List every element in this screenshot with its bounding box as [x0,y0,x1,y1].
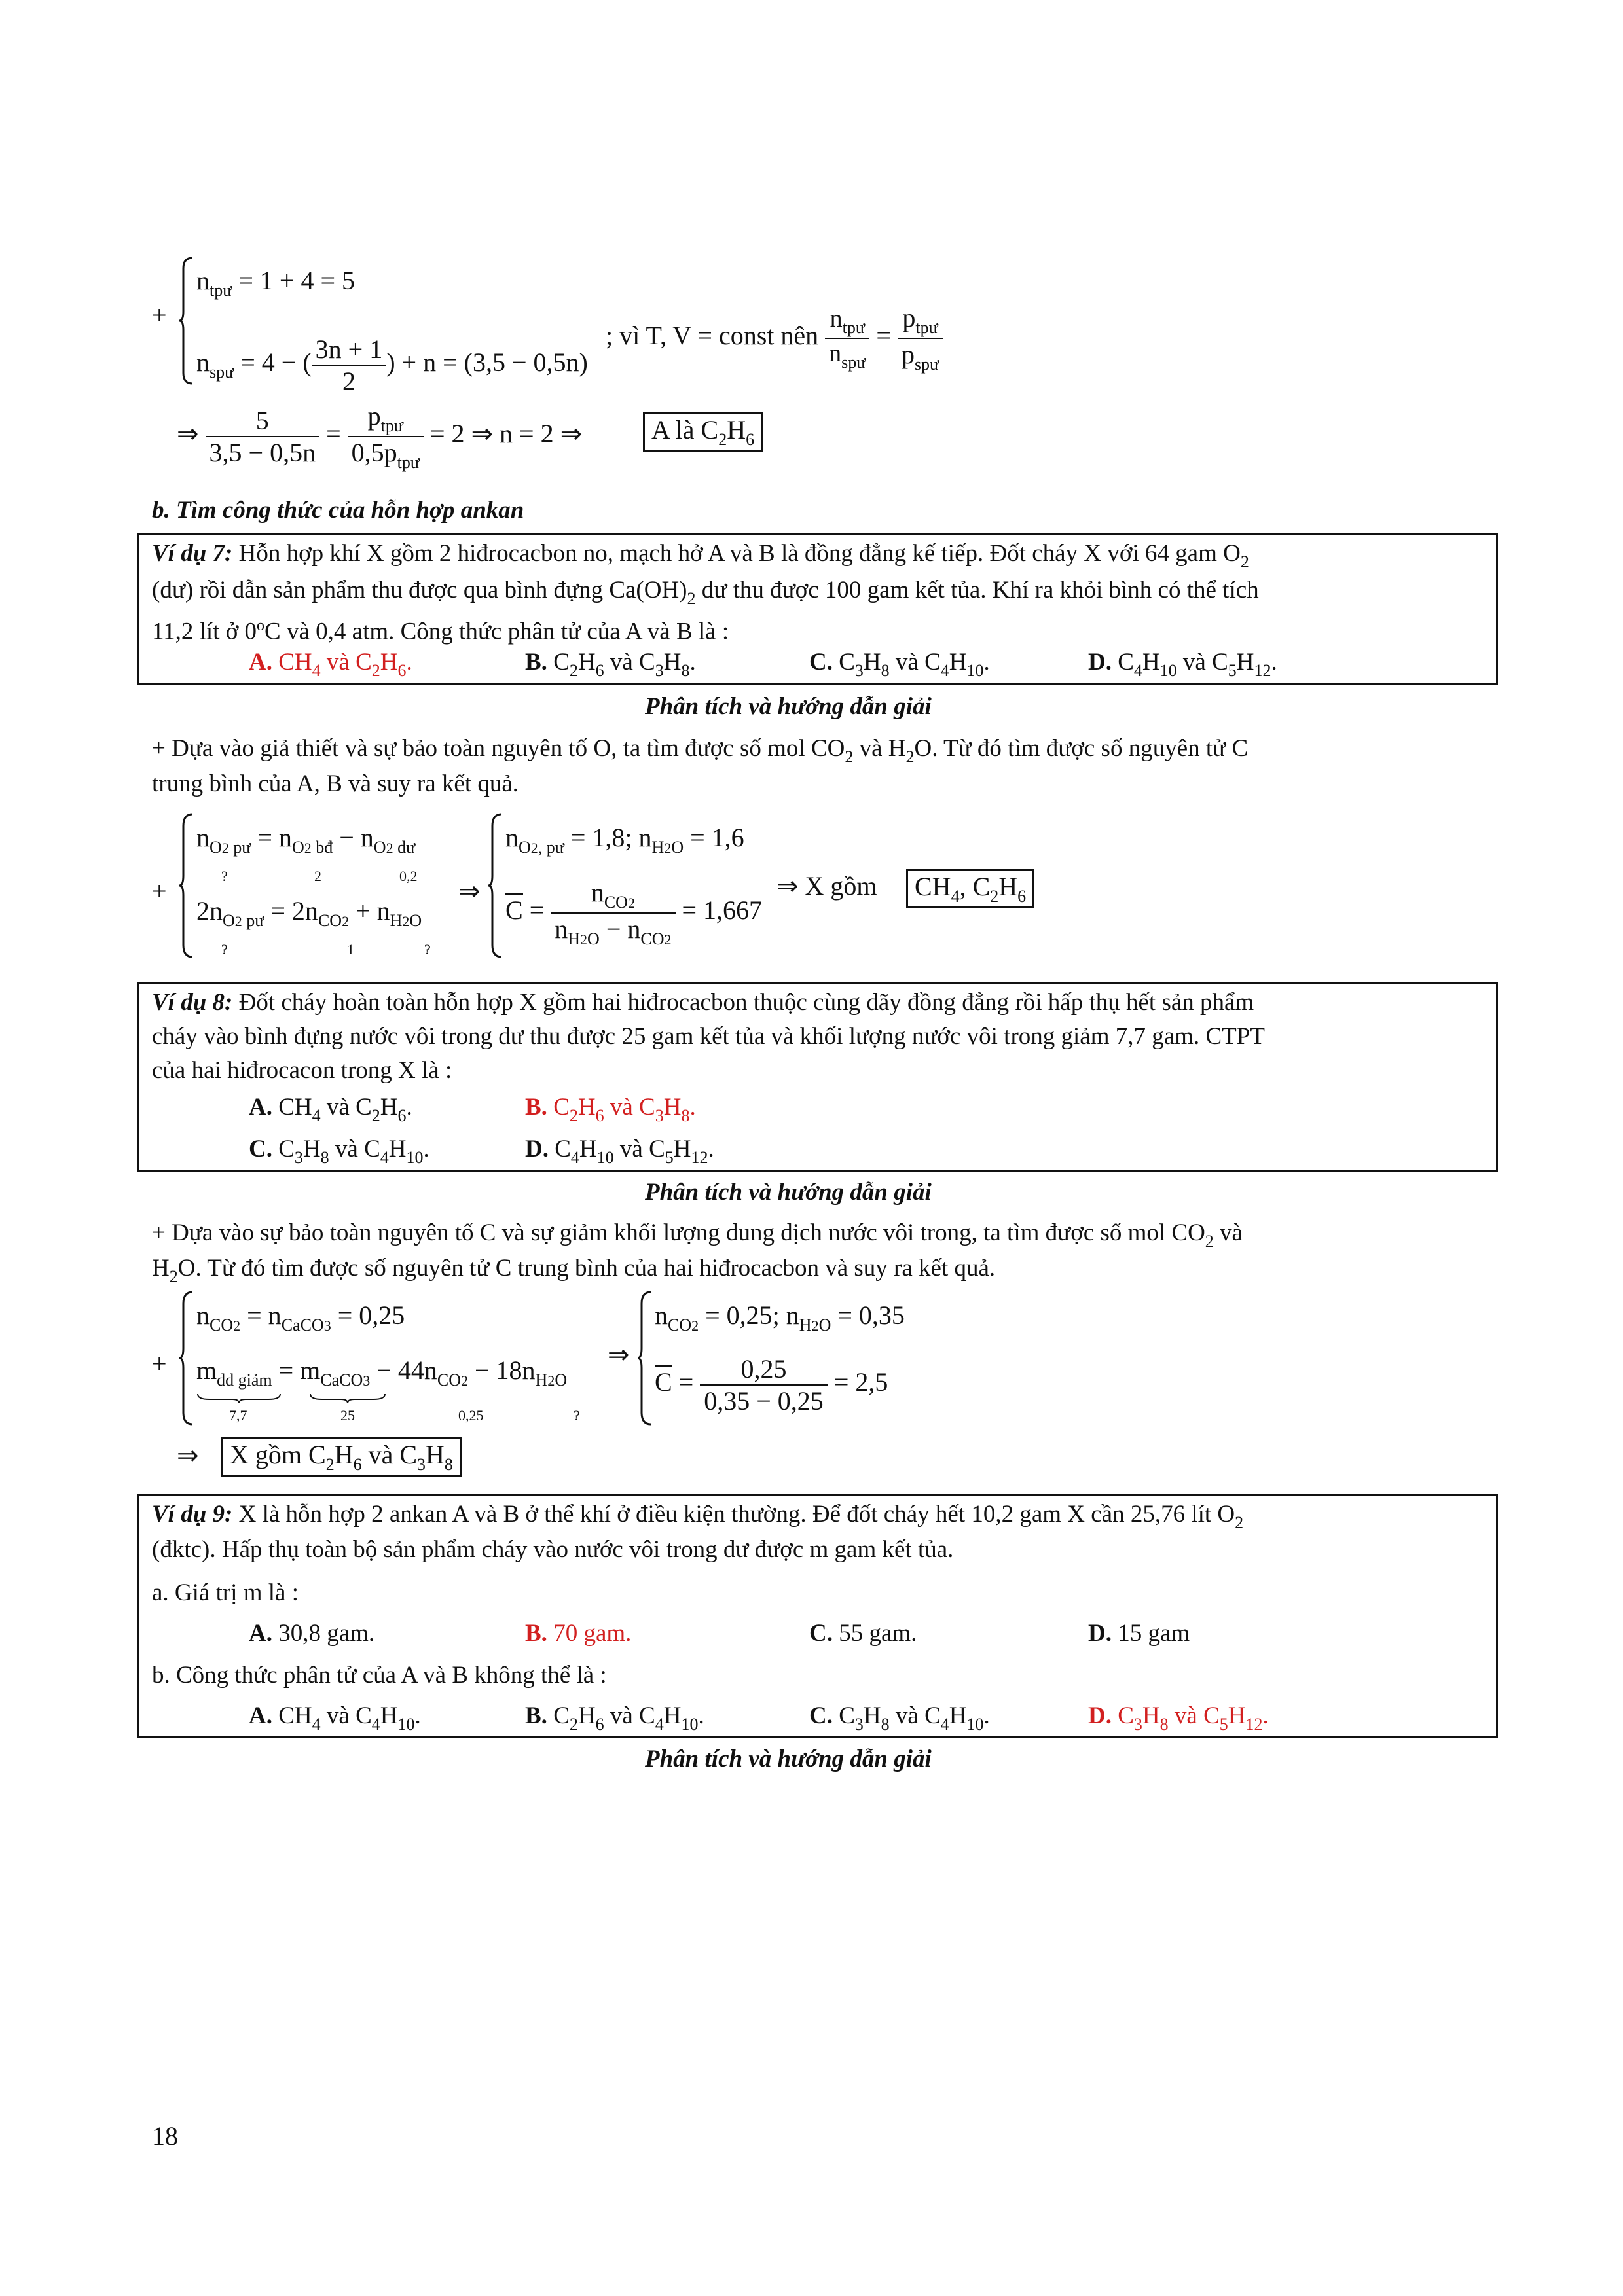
example-8-option-b: B. $C_2H_6$ và $C_3H_8$. [525,1094,696,1125]
page-number: 18 [152,2121,178,2151]
under-value: 25 [340,1407,355,1424]
solution-8-line-2: $H_2O$. Từ đó tìm được số nguyên tử C trung bình của hai hiđrocacbon và suy ra kết quả. [152,1255,996,1286]
eq-n-spu: $n_{spư} = 4$ − ( $\frac{3n + 1}{2}$ ) + n = (3,5 − 0,5n) [196,334,588,396]
under-value: 0,2 [399,868,418,884]
example-7-line-1: Ví dụ 7: Hỗn hợp khí X gồm 2 hiđrocacbon no, mạch hở A và B là đồng đẳng kế tiếp. Đốt cháy X với 64 gam $O_2$ [152,540,1249,571]
answer-box-top: A là $C_2H_6$ [643,412,763,452]
example-9-line-1: Ví dụ 9: X là hỗn hợp 2 ankan A và B ở thể khí ở điều kiện thường. Để đốt cháy hết 10,2 gam X cần 25,76 lít $O_2$ [152,1501,1244,1532]
example-9a-option-c: C. 55 gam. [809,1620,917,1647]
example-9a-option-d: D. 15 gam [1088,1620,1190,1647]
under-value: 7,7 [229,1407,247,1424]
left-brace-icon [487,812,504,960]
example-9-line-2: (đktc). Hấp thụ toàn bộ sản phẩm cháy vào nước vôi trong dư được m gam kết tủa. [152,1536,954,1563]
answer-box-8: X gồm $C_2H_6$ và $C_3H_8$ [221,1437,462,1477]
analysis-heading-9: Phân tích và hướng dẫn giải [645,1746,932,1772]
example-8-option-c: C. $C_3H_8$ và $C_4H_{10}$. [249,1136,429,1167]
arrow: ⇒ [458,876,481,906]
under-value: 1 [347,941,354,958]
solution-7-line-2: trung bình của A, B và suy ra kết quả. [152,770,519,797]
example-9b-option-b: B. $C_2H_6$ và $C_4H_{10}$. [525,1702,704,1734]
result-mol: $n_{O2, pư} = 1,8$; $n_{H2O} = 1,6$ [505,823,744,857]
eq-note: ; vì T, V = const nên $\frac{n_{tpư}}{n_{spư}}$ = $\frac{p_{tpư}}{p_{spư}}$ [606,302,943,374]
example-9-question-b: b. Công thức phân tử của A và B không thể là : [152,1662,607,1689]
example-9a-option-a: A. 30,8 gam. [249,1620,375,1647]
eq-o-balance: $2n_{O2 pư} = 2n_{CO2} + n_{H2O}$ [196,896,422,930]
result-c-avg: C = $\frac{n_{CO2}}{n_{H2O} - n_{CO2}}$ = 1,667 [505,878,763,948]
example-8-line-1: Ví dụ 8: Đốt cháy hoàn toàn hỗn hợp X gồm hai hiđrocacbon thuộc cùng dãy đồng đẳng rồi hấp thụ hết sản phẩm [152,989,1254,1016]
example-8-option-d: D. $C_4H_{10}$ và $C_5H_{12}$. [525,1136,714,1167]
example-7-line-3: 11,2 lít ở 0$^o$C và 0,4 atm. Công thức phân tử của A và B là : [152,617,729,645]
plus-sign: + [152,1349,167,1378]
example-9a-option-b: B. 70 gam. [525,1620,632,1647]
under-value: 0,25 [458,1407,484,1424]
eq-ratio: ⇒ $\frac{5}{3,5 - 0,5n}$ = $\frac{p_{tpư}}{0,5p_{tpư}}$ = 2 ⇒ n = 2 ⇒ [177,401,583,472]
eq-mass-decrease: $m_{dd giảm} = m_{CaCO3} - 44n_{CO2} - 18n_{H2O}$ [196,1355,568,1390]
left-brace-icon [636,1289,653,1427]
example-7-option-d: D. $C_4H_{10}$ và $C_5H_{12}$. [1088,649,1277,680]
underbrace-icon [196,1393,282,1403]
left-brace-icon [178,255,195,386]
arrow: ⇒ [177,1441,199,1470]
under-value: 2 [314,868,321,884]
result-c-avg-8: C = $\frac{0,25}{0,35 - 0,25}$ = 2,5 [655,1354,888,1416]
example-7-option-a: A. $CH_4$ và $C_2H_6$. [249,649,412,680]
eq-n-tpu: $n_{tpư} = 1 + 4 = 5$ [196,266,356,300]
under-value: ? [424,941,431,958]
under-value: ? [574,1407,580,1424]
eq-o2-balance: $n_{O2 pư} = n_{O2 bđ} - n_{O2 dư}$ [196,823,416,857]
example-7-option-c: C. $C_3H_8$ và $C_4H_{10}$. [809,649,990,680]
solution-7-line-1: + Dựa vào giả thiết và sự bảo toàn nguyên tố O, ta tìm được số mol $CO_2$ và $H_2O$. Từ đó tìm được số nguyên tử C [152,735,1249,766]
under-value: ? [221,868,228,884]
example-9-question-a: a. Giá trị m là : [152,1579,299,1606]
analysis-heading-7: Phân tích và hướng dẫn giải [645,693,932,720]
example-7-option-b: B. $C_2H_6$ và $C_3H_8$. [525,649,696,680]
plus-sign: + [152,876,167,906]
example-9b-option-c: C. $C_3H_8$ và $C_4H_{10}$. [809,1702,990,1734]
section-heading: b. Tìm công thức của hỗn hợp ankan [152,497,524,524]
conclusion-7: ⇒ X gồm [776,871,877,901]
underbrace-icon [309,1393,386,1403]
arrow: ⇒ [608,1340,630,1369]
eq-c-balance: $n_{CO2} = n_{CaCO3} = 0,25$ [196,1300,405,1335]
solution-8-line-1: + Dựa vào sự bảo toàn nguyên tố C và sự giảm khối lượng dung dịch nước vôi trong, ta tìm được số mol $CO_2$ và [152,1219,1243,1251]
example-9b-option-a: A. $CH_4$ và $C_4H_{10}$. [249,1702,421,1734]
example-9b-option-d: D. $C_3H_8$ và $C_5H_{12}$. [1088,1702,1269,1734]
plus-sign: + [152,300,167,330]
answer-box-7: $CH_4$, $C_2H_6$ [906,869,1034,908]
under-value: ? [221,941,228,958]
analysis-heading-8: Phân tích và hướng dẫn giải [645,1179,932,1206]
example-7-line-2: (dư) rồi dẫn sản phẩm thu được qua bình đựng $Ca(OH)_2$ dư thu được 100 gam kết tủa. Khí ra khỏi bình có thể tích [152,577,1259,608]
example-8-line-3: của hai hiđrocacon trong X là : [152,1057,452,1084]
example-8-line-2: cháy vào bình đựng nước vôi trong dư thu được 25 gam kết tủa và khối lượng nước vôi trong giảm 7,7 gam. CTPT [152,1023,1265,1050]
result-mol-8: $n_{CO2} = 0,25$; $n_{H2O} = 0,35$ [655,1300,905,1335]
left-brace-icon [178,1289,195,1427]
example-8-option-a: A. $CH_4$ và $C_2H_6$. [249,1094,412,1125]
left-brace-icon [178,812,195,960]
